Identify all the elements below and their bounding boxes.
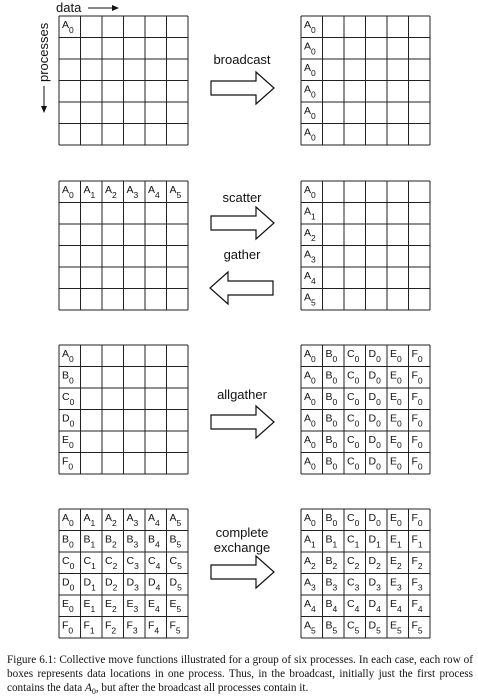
cell-label-subscript: 0 — [311, 132, 316, 143]
cell-label: $B_0$ — [325, 434, 338, 450]
caption-text-after: , but after the broadcast all processes contain it. — [95, 682, 309, 694]
broadcast-label: broadcast — [213, 52, 271, 67]
cell-label-subscript: 2 — [112, 582, 118, 593]
cell-label: $C_4$ — [148, 555, 161, 571]
cell-label-subscript: 0 — [311, 25, 316, 35]
cell-label: $C_0$ — [347, 369, 360, 386]
cell-label-subscript: 0 — [69, 418, 75, 429]
cell-label: $F_5$ — [169, 619, 181, 636]
cell-label-subscript: 0 — [69, 190, 74, 200]
allgather-label: allgather — [217, 387, 267, 402]
cell-label: $A_3$ — [126, 184, 139, 200]
scatter-after-grid — [301, 181, 430, 310]
cell-label: $B_1$ — [83, 533, 96, 550]
cell-label: $B_0$ — [325, 369, 338, 386]
cell-label-subscript: 0 — [332, 418, 338, 429]
cell-label: $E_0$ — [62, 434, 74, 450]
cell-label: $E_0$ — [390, 434, 402, 450]
cell-label: $D_0$ — [368, 512, 381, 528]
cell-label: $F_1$ — [83, 619, 95, 636]
cell-label-subscript: 5 — [417, 625, 423, 636]
cell-label-subscript: 0 — [69, 25, 74, 35]
cell-label-subscript: 4 — [332, 604, 338, 614]
cell-label-subscript: 0 — [332, 354, 338, 364]
scatter-before-grid — [59, 181, 188, 310]
complete-exchange-arrow-right — [211, 556, 274, 588]
cell-label-subscript: 0 — [332, 375, 338, 386]
cell-label: $A_4$ — [148, 184, 160, 200]
cell-label: $C_3$ — [347, 576, 360, 593]
cell-label-subscript: 0 — [332, 461, 338, 472]
cell-label-subscript: 5 — [176, 539, 182, 550]
cell-label: $A_0$ — [62, 184, 74, 200]
cell-label-subscript: 0 — [397, 354, 402, 364]
cell-label: $E_0$ — [390, 512, 402, 528]
cell-label: $A_5$ — [169, 512, 182, 528]
cell-label: $A_0$ — [304, 391, 316, 407]
broadcast-before-grid — [59, 16, 188, 145]
cell-label-subscript: 3 — [417, 582, 423, 593]
cell-label-subscript: 3 — [133, 518, 139, 528]
cell-label-subscript: 0 — [354, 461, 360, 472]
cell-label-subscript: 5 — [175, 625, 181, 636]
gather-label: gather — [223, 247, 261, 262]
cell-label: $C_5$ — [347, 619, 360, 636]
cell-label: $B_5$ — [325, 619, 338, 636]
cell-label: $D_1$ — [83, 576, 96, 593]
cell-label-subscript: 0 — [311, 397, 316, 407]
cell-label-subscript: 0 — [397, 418, 402, 429]
cell-label: $C_0$ — [347, 512, 360, 528]
cell-label: $F_0$ — [411, 512, 423, 528]
cell-label-subscript: 2 — [397, 561, 402, 571]
cell-label: $D_0$ — [368, 434, 381, 450]
cell-label-subscript: 0 — [69, 440, 74, 450]
cell-label: $F_0$ — [411, 369, 423, 386]
cell-label-subscript: 1 — [91, 561, 96, 571]
cell-label: $A_4$ — [148, 512, 160, 528]
cell-label: $C_1$ — [83, 555, 96, 571]
processes-axis-arrow — [41, 86, 47, 113]
exchange-before-grid — [59, 509, 188, 638]
cell-label-subscript: 0 — [69, 375, 74, 386]
cell-label-subscript: 0 — [376, 461, 381, 472]
cell-label: $B_0$ — [325, 455, 338, 472]
data-axis-arrow — [88, 5, 119, 11]
cell-label: $B_3$ — [325, 576, 338, 593]
cell-label: $B_5$ — [169, 533, 182, 550]
cell-label-subscript: 0 — [332, 518, 338, 528]
cell-label: $A_0$ — [304, 348, 316, 364]
cell-label-subscript: 1 — [91, 582, 96, 593]
cell-label-subscript: 3 — [376, 582, 381, 593]
cell-label: $E_2$ — [390, 555, 402, 571]
cell-label-subscript: 0 — [354, 518, 360, 528]
cell-label-subscript: 1 — [90, 604, 96, 614]
cell-label-subscript: 0 — [417, 354, 423, 364]
cell-label: $B_0$ — [325, 412, 338, 429]
cell-label-subscript: 0 — [68, 461, 74, 472]
cell-label: $F_3$ — [126, 619, 138, 636]
cell-label-subscript: 3 — [132, 625, 138, 636]
cell-label-subscript: 2 — [112, 539, 117, 550]
cell-label-subscript: 2 — [112, 190, 117, 200]
cell-label: $A_5$ — [304, 619, 316, 636]
cell-label-subscript: 1 — [417, 539, 423, 550]
cell-label-subscript: 0 — [69, 561, 75, 571]
cell-label-subscript: 1 — [354, 539, 360, 550]
cell-label: $E_4$ — [390, 598, 402, 614]
cell-label: $F_0$ — [62, 619, 74, 636]
cell-label-subscript: 0 — [311, 418, 316, 429]
cell-label: $A_3$ — [304, 576, 316, 593]
cell-label-subscript: 0 — [376, 397, 381, 407]
cell-label: $E_0$ — [390, 412, 402, 429]
cell-label: $E_5$ — [169, 598, 182, 614]
cell-label-subscript: 3 — [354, 582, 360, 593]
cell-label-subscript: 0 — [376, 375, 381, 386]
cell-label-subscript: 0 — [397, 397, 402, 407]
cell-label-subscript: 3 — [134, 561, 139, 571]
cell-label-subscript: 5 — [311, 625, 316, 636]
figure-caption — [7, 653, 473, 699]
cell-label: $A_3$ — [304, 248, 316, 265]
cell-label-subscript: 4 — [311, 276, 316, 286]
cell-label-subscript: 3 — [332, 582, 338, 593]
cell-label: $C_0$ — [62, 391, 75, 407]
cell-label: $E_5$ — [390, 619, 402, 636]
cell-label: $F_0$ — [411, 348, 423, 364]
cell-label: $F_0$ — [411, 455, 423, 472]
cell-label-subscript: 4 — [154, 625, 160, 636]
scatter-label: scatter — [222, 190, 262, 205]
cell-label-subscript: 0 — [311, 111, 316, 121]
cell-label-subscript: 5 — [176, 604, 182, 614]
cell-label: $C_0$ — [62, 555, 75, 571]
cell-label-subscript: 2 — [112, 604, 117, 614]
cell-label: $C_1$ — [347, 533, 360, 550]
cell-label-subscript: 2 — [311, 233, 316, 243]
cell-label: $E_2$ — [105, 598, 117, 614]
cell-label-subscript: 2 — [332, 561, 338, 571]
cell-label-subscript: 0 — [311, 89, 316, 100]
cell-label: $A_0$ — [304, 83, 316, 100]
cell-label-subscript: 0 — [397, 518, 402, 528]
cell-label: $A_0$ — [304, 434, 316, 450]
cell-label-subscript: 0 — [417, 518, 423, 528]
cell-label: $B_3$ — [126, 533, 139, 550]
cell-label: $D_0$ — [368, 348, 381, 364]
cell-label-subscript: 4 — [155, 190, 160, 200]
broadcast-after-grid — [301, 16, 430, 145]
cell-label-subscript: 2 — [311, 561, 316, 571]
cell-label-subscript: 0 — [311, 375, 316, 386]
cell-label: $A_0$ — [62, 512, 74, 528]
cell-label: $A_0$ — [304, 455, 316, 472]
cell-label: $A_0$ — [304, 40, 316, 57]
cell-label: $A_0$ — [304, 19, 316, 35]
cell-label: $A_0$ — [304, 62, 316, 78]
cell-label-subscript: 1 — [311, 539, 316, 550]
cell-label-subscript: 0 — [417, 440, 423, 450]
cell-label: $A_1$ — [83, 184, 96, 200]
cell-label: $E_0$ — [390, 348, 402, 364]
cell-label-subscript: 2 — [354, 561, 360, 571]
cell-label: $B_0$ — [325, 512, 338, 528]
cell-label-subscript: 3 — [397, 582, 402, 593]
cell-label: $A_0$ — [304, 184, 316, 200]
data-axis-label: data — [56, 0, 82, 15]
cell-label: $B_0$ — [62, 533, 74, 550]
cell-label: $A_2$ — [304, 555, 316, 571]
cell-label: $C_2$ — [105, 555, 118, 571]
caption-text-before: Collective move functions illustrated for a group of six processes. In each case, each row of boxes represents data locations in one process. Thus, in the broadcast, initially just the first process contains the data — [7, 654, 473, 694]
processes-axis-label: processes — [36, 22, 51, 82]
cell-label: $F_0$ — [411, 412, 423, 429]
cell-label-subscript: 0 — [354, 418, 360, 429]
cell-label: $D_2$ — [105, 576, 118, 593]
cell-label-subscript: 0 — [68, 625, 74, 636]
cell-label: $D_3$ — [368, 576, 381, 593]
cell-label-subscript: 1 — [89, 625, 95, 636]
cell-label-subscript: 3 — [133, 190, 139, 200]
cell-label: $F_2$ — [105, 619, 117, 636]
cell-label: $C_4$ — [347, 598, 360, 614]
cell-label-subscript: 0 — [376, 518, 381, 528]
cell-label-subscript: 5 — [177, 561, 182, 571]
cell-label-subscript: 0 — [311, 518, 316, 528]
cell-label: $A_3$ — [126, 512, 139, 528]
cell-label-subscript: 1 — [376, 539, 381, 550]
complete-exchange-label-line2: exchange — [213, 540, 271, 555]
cell-label: $F_1$ — [411, 533, 423, 550]
cell-label-subscript: 2 — [417, 561, 423, 571]
cell-label-subscript: 1 — [397, 539, 402, 550]
allgather-arrow-right — [211, 406, 274, 438]
cell-label-subscript: 1 — [90, 518, 96, 528]
cell-label-subscript: 0 — [69, 539, 74, 550]
cell-label: $A_1$ — [83, 512, 96, 528]
gather-arrow-left — [210, 272, 273, 304]
cell-label-subscript: 1 — [332, 539, 338, 550]
cell-label: $D_1$ — [368, 533, 381, 550]
cell-label: $A_2$ — [105, 512, 117, 528]
cell-label-subscript: 0 — [311, 461, 316, 472]
cell-label-subscript: 0 — [354, 397, 360, 407]
complete-exchange-label-line1: complete — [215, 525, 269, 540]
cell-label-subscript: 0 — [311, 440, 316, 450]
cell-label: $F_0$ — [411, 391, 423, 407]
cell-label-subscript: 5 — [176, 190, 182, 200]
cell-label: $D_0$ — [368, 369, 381, 386]
cell-label-subscript: 0 — [417, 418, 423, 429]
cell-label: $C_5$ — [169, 555, 182, 571]
cell-label-subscript: 5 — [354, 625, 360, 636]
cell-label-subscript: 3 — [311, 582, 316, 593]
cell-label: $F_4$ — [148, 619, 160, 636]
cell-label: $C_3$ — [126, 555, 139, 571]
cell-label-subscript: 0 — [376, 354, 381, 364]
cell-label-subscript: 4 — [354, 604, 360, 614]
cell-label-subscript: 0 — [311, 46, 316, 57]
cell-label: $D_5$ — [368, 619, 381, 636]
cell-label-subscript: 0 — [354, 354, 360, 364]
cell-label-subscript: 3 — [133, 539, 139, 550]
scatter-arrow-right — [211, 207, 274, 239]
cell-label: $D_4$ — [148, 576, 161, 593]
cell-label-subscript: 0 — [69, 518, 74, 528]
cell-label-subscript: 3 — [134, 582, 139, 593]
cell-label-subscript: 5 — [332, 625, 338, 636]
cell-label-subscript: 3 — [311, 254, 316, 265]
cell-label-subscript: 0 — [311, 68, 316, 78]
cell-label-subscript: 0 — [311, 190, 316, 200]
cell-label: $A_2$ — [105, 184, 117, 200]
cell-label: $B_1$ — [325, 533, 338, 550]
cell-label: $F_0$ — [62, 455, 74, 472]
cell-label-subscript: 2 — [112, 561, 118, 571]
cell-label: $B_2$ — [105, 533, 117, 550]
cell-label: $A_0$ — [304, 126, 316, 143]
cell-label: $A_4$ — [304, 270, 316, 286]
cell-label-subscript: 0 — [69, 582, 75, 593]
cell-label-subscript: 0 — [417, 397, 423, 407]
cell-label-subscript: 0 — [376, 418, 381, 429]
cell-label: $E_0$ — [62, 598, 74, 614]
cell-label-subscript: 4 — [376, 604, 381, 614]
cell-label: $D_0$ — [368, 412, 381, 429]
cell-label-subscript: 0 — [417, 461, 423, 472]
cell-label-subscript: 2 — [112, 518, 117, 528]
cell-label: $D_3$ — [126, 576, 139, 593]
cell-label-subscript: 5 — [376, 625, 381, 636]
cell-label-subscript: 0 — [376, 440, 381, 450]
cell-label-subscript: 0 — [354, 440, 360, 450]
cell-label: $A_1$ — [304, 205, 316, 222]
cell-label: $D_0$ — [368, 391, 381, 407]
cell-label: $D_0$ — [62, 576, 75, 593]
caption-symbol-sub: 0 — [91, 687, 96, 697]
cell-label-subscript: 0 — [69, 354, 74, 364]
cell-label: $A_1$ — [304, 533, 316, 550]
cell-label: $F_3$ — [411, 576, 423, 593]
cell-label: $B_4$ — [148, 533, 160, 550]
cell-label: $B_0$ — [325, 391, 338, 407]
cell-label: $D_0$ — [368, 455, 381, 472]
cell-label-subscript: 0 — [69, 604, 74, 614]
cell-label-subscript: 1 — [90, 190, 96, 200]
cell-label: $D_2$ — [368, 555, 381, 571]
cell-label-subscript: 0 — [311, 354, 316, 364]
caption-symbol: A — [84, 682, 92, 694]
cell-label: $E_3$ — [126, 598, 139, 614]
cell-label: $B_4$ — [325, 598, 338, 614]
cell-label-subscript: 5 — [397, 625, 402, 636]
cell-label-subscript: 0 — [354, 375, 360, 386]
cell-label: $B_0$ — [325, 348, 338, 364]
cell-label: $D_0$ — [62, 412, 75, 429]
cell-label: $A_4$ — [304, 598, 316, 614]
exchange-after-grid — [301, 509, 430, 638]
cell-label: $C_0$ — [347, 412, 360, 429]
cell-label: $A_0$ — [304, 412, 316, 429]
cell-label-subscript: 0 — [397, 440, 402, 450]
cell-label-subscript: 0 — [332, 397, 338, 407]
allgather-before-grid — [59, 345, 188, 474]
cell-label-subscript: 4 — [155, 582, 161, 593]
cell-label-subscript: 4 — [397, 604, 402, 614]
cell-label: $A_0$ — [304, 369, 316, 386]
cell-label: $E_0$ — [390, 391, 402, 407]
cell-label: $E_0$ — [390, 369, 402, 386]
cell-label-subscript: 4 — [155, 518, 160, 528]
cell-label-subscript: 2 — [376, 561, 381, 571]
cell-label-subscript: 0 — [417, 375, 423, 386]
cell-label-subscript: 0 — [69, 397, 75, 407]
cell-label-subscript: 0 — [397, 461, 402, 472]
cell-label: $A_0$ — [62, 348, 74, 364]
cell-label-subscript: 0 — [397, 375, 402, 386]
cell-label-subscript: 5 — [311, 297, 316, 308]
cell-label: $E_3$ — [390, 576, 402, 593]
cell-label-subscript: 1 — [90, 539, 96, 550]
cell-label-subscript: 4 — [155, 604, 160, 614]
cell-label: $E_0$ — [390, 455, 402, 472]
cell-label: $B_2$ — [325, 555, 338, 571]
cell-label: $E_1$ — [83, 598, 96, 614]
cell-label: $E_1$ — [390, 533, 402, 550]
cell-label: $F_5$ — [411, 619, 423, 636]
cell-label-subscript: 2 — [111, 625, 117, 636]
cell-label: $D_5$ — [169, 576, 182, 593]
cell-label: $E_4$ — [148, 598, 160, 614]
cell-label-subscript: 3 — [133, 604, 139, 614]
cell-label-subscript: 0 — [332, 440, 338, 450]
cell-label: $D_4$ — [368, 598, 381, 614]
cell-label-subscript: 4 — [417, 604, 423, 614]
cell-label: $F_0$ — [411, 434, 423, 450]
cell-label: $C_0$ — [347, 391, 360, 407]
cell-label-subscript: 4 — [155, 561, 161, 571]
cell-label-subscript: 1 — [311, 211, 316, 222]
cell-label: $C_0$ — [347, 434, 360, 450]
caption-label: Figure 6.1: — [7, 654, 57, 666]
cell-label: $C_0$ — [347, 348, 360, 364]
cell-label: $B_0$ — [62, 369, 74, 386]
broadcast-arrow-right — [211, 72, 274, 104]
cell-label-subscript: 5 — [176, 518, 182, 528]
cell-label-subscript: 4 — [155, 539, 160, 550]
cell-label: $A_0$ — [304, 512, 316, 528]
cell-label-subscript: 5 — [177, 582, 182, 593]
cell-label: $A_5$ — [304, 291, 316, 308]
cell-label: $A_5$ — [169, 184, 182, 200]
cell-label: $A_2$ — [304, 227, 316, 243]
cell-label: $F_4$ — [411, 598, 423, 614]
cell-label: $C_0$ — [347, 455, 360, 472]
cell-label: $F_2$ — [411, 555, 423, 571]
cell-label-subscript: 4 — [311, 604, 316, 614]
cell-label: $C_2$ — [347, 555, 360, 571]
cell-label: $A_0$ — [304, 105, 316, 121]
cell-label: $A_0$ — [62, 19, 74, 35]
allgather-after-grid — [301, 345, 430, 474]
